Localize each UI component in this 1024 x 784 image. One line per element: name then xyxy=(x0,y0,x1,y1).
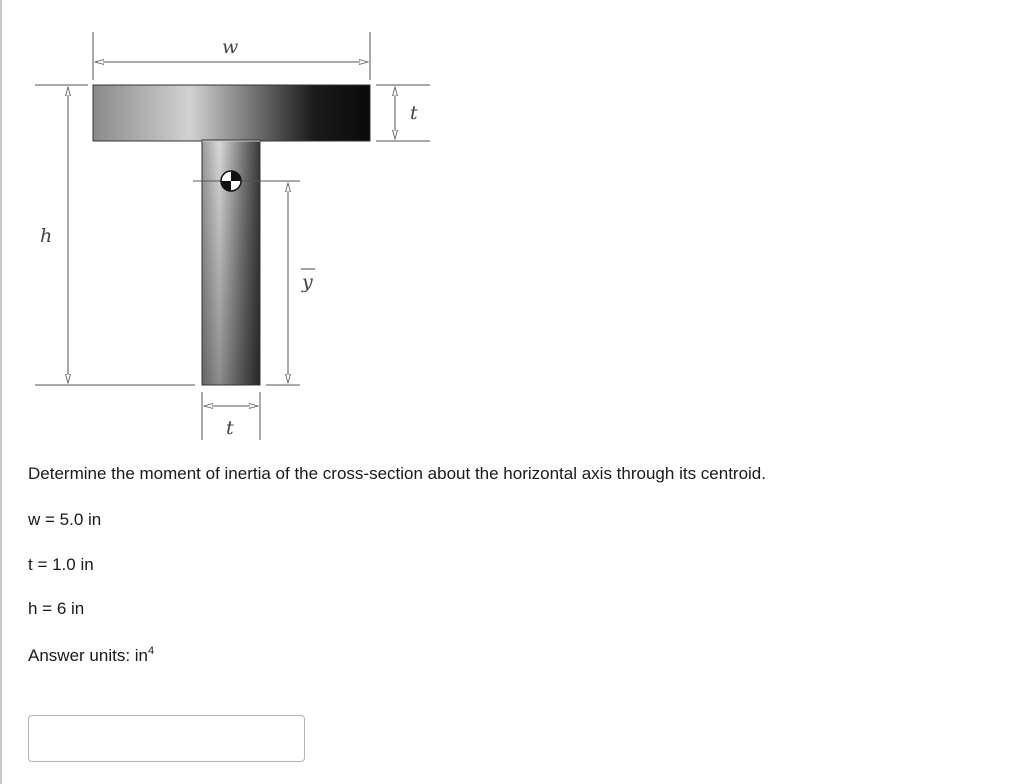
label-t-flange: t xyxy=(410,102,418,124)
dimension-t-flange xyxy=(376,85,430,141)
answer-units xyxy=(28,645,154,666)
given-w: w = 5.0 in xyxy=(28,510,102,529)
label-t-web: t xyxy=(226,417,234,439)
flange xyxy=(93,85,370,141)
answer-units-exponent: 4 xyxy=(148,645,155,657)
label-ybar: y xyxy=(302,271,313,293)
label-h: h xyxy=(40,225,53,247)
question-text: Determine the moment of inertia of the cross-section about the horizontal axis through its centroid. xyxy=(28,464,766,483)
answer-input[interactable] xyxy=(28,715,305,762)
answer-units-label: Answer units: in xyxy=(28,646,148,665)
t-shape xyxy=(93,85,370,385)
label-w: w xyxy=(222,36,239,58)
given-t: t = 1.0 in xyxy=(28,555,94,574)
given-h: h = 6 in xyxy=(28,599,85,618)
centroid-icon xyxy=(221,171,241,191)
